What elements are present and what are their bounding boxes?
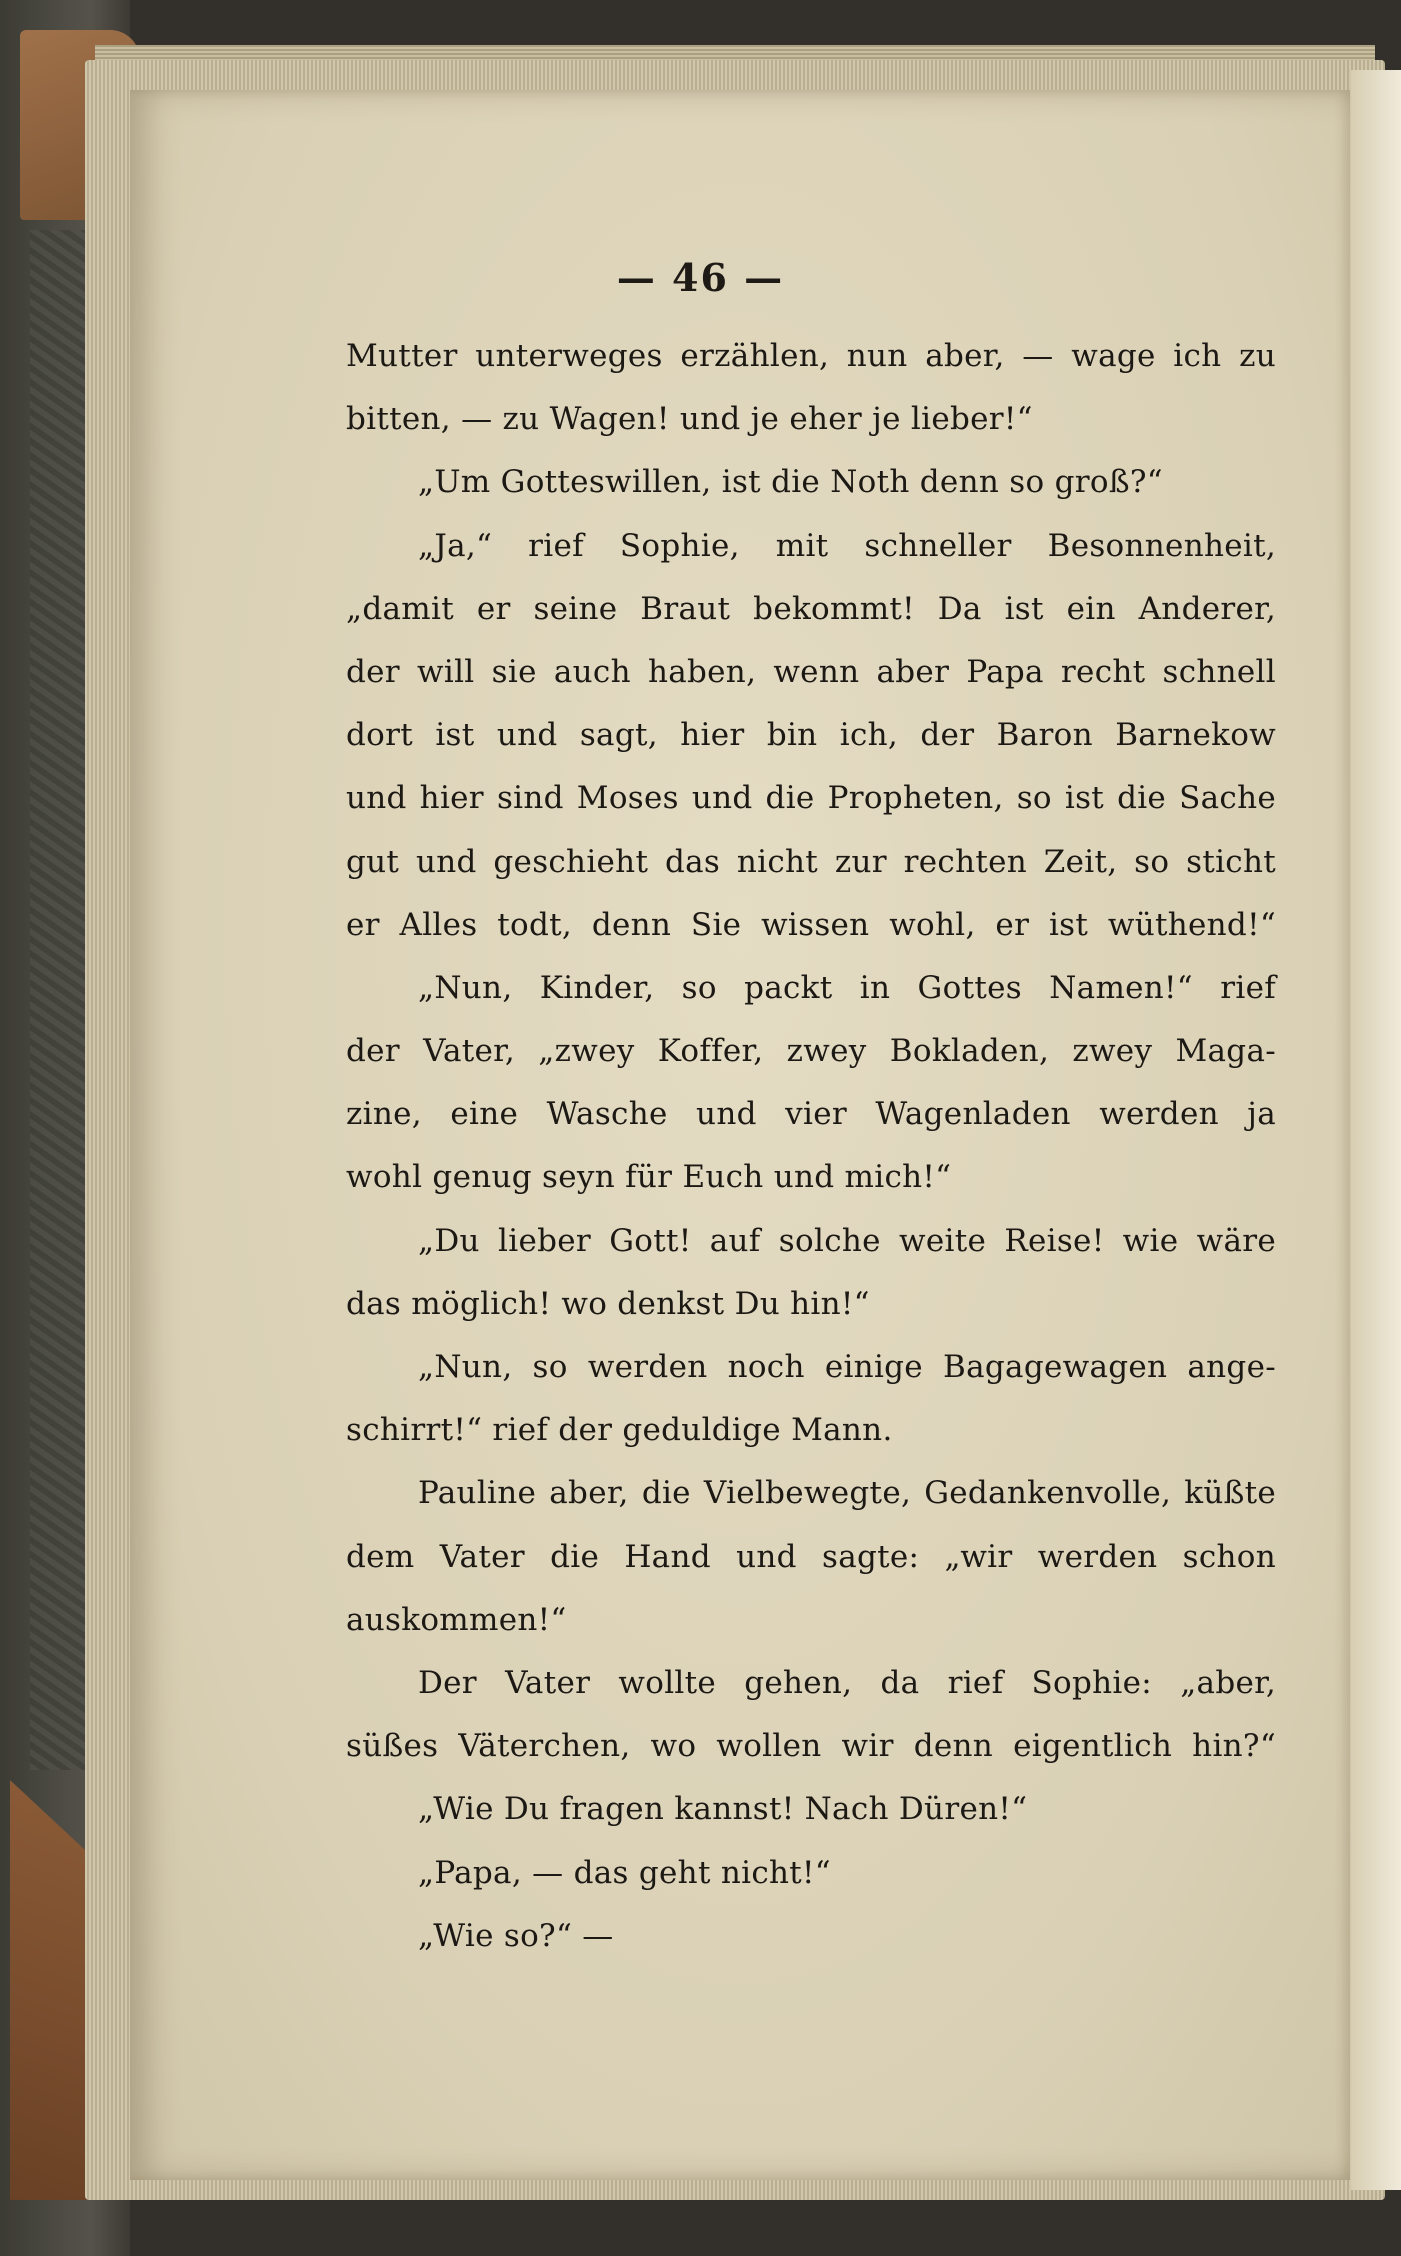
- page-right-margin: [1351, 70, 1401, 2190]
- text-line: und hier sind Moses und die Propheten, so ist die Sache: [346, 780, 1276, 817]
- text-line: Pauline aber, die Vielbewegte, Gedankenvolle, küßte: [418, 1475, 1276, 1512]
- text-line: dem Vater die Hand und sagte: „wir werden schon: [346, 1538, 1276, 1575]
- text-line: gut und geschieht das nicht zur rechten Zeit, so sticht: [346, 843, 1276, 880]
- text-line: das möglich! wo denkst Du hin!“: [346, 1285, 870, 1322]
- text-line: „Nun, so werden noch einige Bagagewagen ange-: [418, 1349, 1276, 1385]
- text-line: „Um Gotteswillen, ist die Noth denn so groß?“: [418, 464, 1163, 501]
- text-line: „damit er seine Braut bekommt! Da ist ein Anderer,: [346, 590, 1276, 627]
- text-line: „Du lieber Gott! auf solche weite Reise! wie wäre: [418, 1222, 1276, 1259]
- text-line: dort ist und sagt, hier bin ich, der Baron Barnekow: [346, 717, 1276, 754]
- text-line: „Nun, Kinder, so packt in Gottes Namen!“ rief: [418, 969, 1276, 1006]
- text-line: „Wie Du fragen kannst! Nach Düren!“: [418, 1791, 1028, 1828]
- text-line: der Vater, „zwey Koffer, zwey Bokladen, zwey Maga-: [346, 1033, 1276, 1070]
- text-line: Mutter unterweges erzählen, nun aber, — wage ich zu: [346, 338, 1276, 374]
- text-line: „Wie so?“ —: [418, 1917, 614, 1954]
- text-line: „Ja,“ rief Sophie, mit schneller Besonnenheit,: [418, 527, 1276, 564]
- text-line: auskommen!“: [346, 1601, 567, 1638]
- text-line: „Papa, — das geht nicht!“: [418, 1854, 831, 1891]
- text-line: süßes Väterchen, wo wollen wir denn eigentlich hin?“: [346, 1728, 1276, 1765]
- page-number: — 46 —: [616, 255, 785, 300]
- text-line: zine, eine Wasche und vier Wagenladen werden ja: [346, 1096, 1276, 1133]
- text-line: bitten, — zu Wagen! und je eher je lieber!“: [346, 401, 1033, 438]
- page-text: [346, 325, 1276, 1968]
- text-line: Der Vater wollte gehen, da rief Sophie: „aber,: [418, 1664, 1276, 1701]
- text-line: der will sie auch haben, wenn aber Papa recht schnell: [346, 653, 1276, 690]
- text-line: schirrt!“ rief der geduldige Mann.: [346, 1412, 893, 1449]
- text-line: wohl genug seyn für Euch und mich!“: [346, 1159, 952, 1196]
- text-line: er Alles todt, denn Sie wissen wohl, er ist wüthend!“: [346, 906, 1276, 943]
